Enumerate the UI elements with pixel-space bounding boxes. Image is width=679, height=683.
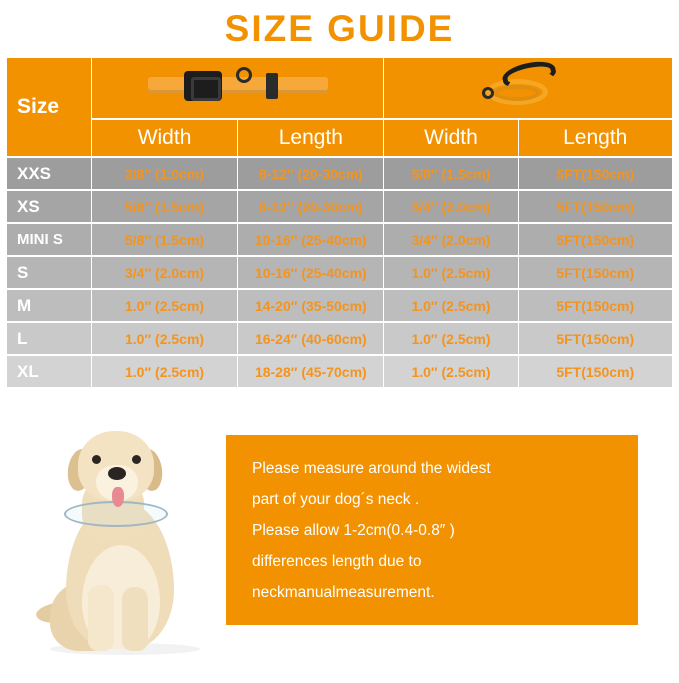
row-leash-length: 5FT(150cm) xyxy=(519,323,673,354)
golden-retriever-photo xyxy=(30,405,240,655)
row-collar-length: 10-16″ (25-40cm) xyxy=(238,224,383,255)
row-size-label: XL xyxy=(7,356,91,387)
row-leash-length: 5FT(150cm) xyxy=(519,290,673,321)
row-leash-width: 1.0″ (2.5cm) xyxy=(384,356,517,387)
row-size-label: MINI S xyxy=(7,224,91,255)
page-title: SIZE GUIDE xyxy=(224,8,455,49)
row-leash-length: 5FT(150cm) xyxy=(519,191,673,222)
table-row xyxy=(7,290,672,321)
table-row xyxy=(7,158,672,189)
row-leash-width: 1.0″ (2.5cm) xyxy=(384,257,517,288)
row-collar-length: 18-28″ (45-70cm) xyxy=(238,356,383,387)
table-header-row xyxy=(7,58,672,118)
dog-collar-icon xyxy=(148,63,328,109)
row-collar-width: 5/8″ (1.5cm) xyxy=(92,224,237,255)
note-line: part of your dog´s neck . xyxy=(252,491,420,508)
row-leash-width: 5/8″ (1.5cm) xyxy=(384,158,517,189)
row-size-label: M xyxy=(7,290,91,321)
row-leash-length: 5FT(150cm) xyxy=(519,257,673,288)
table-row xyxy=(7,323,672,354)
note-line: Please measure around the widest xyxy=(252,460,491,477)
subheader-collar-length: Length xyxy=(238,120,383,156)
row-collar-width: 1.0″ (2.5cm) xyxy=(92,323,237,354)
row-leash-width: 3/4″ (2.0cm) xyxy=(384,191,517,222)
subheader-leash-length: Length xyxy=(519,120,673,156)
collar-product-cell xyxy=(92,58,384,118)
row-collar-length: 8-12″ (20-30cm) xyxy=(238,158,383,189)
table-row xyxy=(7,356,672,387)
table-row xyxy=(7,224,672,255)
row-leash-length: 5FT(150cm) xyxy=(519,224,673,255)
row-size-label: S xyxy=(7,257,91,288)
note-line: neckmanualmeasurement. xyxy=(252,584,435,601)
table-subheader-row xyxy=(7,120,672,156)
row-size-label: L xyxy=(7,323,91,354)
row-leash-width: 3/4″ (2.0cm) xyxy=(384,224,517,255)
header-size: Size xyxy=(7,58,91,156)
row-leash-width: 1.0″ (2.5cm) xyxy=(384,290,517,321)
row-collar-length: 14-20″ (35-50cm) xyxy=(238,290,383,321)
dog-leash-icon xyxy=(468,61,588,111)
row-collar-width: 1.0″ (2.5cm) xyxy=(92,356,237,387)
size-table xyxy=(6,56,673,389)
size-table-container xyxy=(0,56,679,389)
leash-product-cell xyxy=(384,58,672,118)
note-line: Please allow 1-2cm(0.4-0.8″ ) xyxy=(252,522,455,539)
row-collar-width: 5/8″ (1.5cm) xyxy=(92,191,237,222)
row-size-label: XS xyxy=(7,191,91,222)
row-leash-length: 5FT(150cm) xyxy=(519,158,673,189)
row-collar-length: 16-24″ (40-60cm) xyxy=(238,323,383,354)
row-collar-width: 3/4″ (2.0cm) xyxy=(92,257,237,288)
subheader-leash-width: Width xyxy=(384,120,517,156)
row-collar-width: 1.0″ (2.5cm) xyxy=(92,290,237,321)
row-size-label: XXS xyxy=(7,158,91,189)
note-line: differences length due to xyxy=(252,553,422,570)
table-row xyxy=(7,191,672,222)
row-collar-length: 10-16″ (25-40cm) xyxy=(238,257,383,288)
row-collar-width: 3/8″ (1.0cm) xyxy=(92,158,237,189)
subheader-collar-width: Width xyxy=(92,120,237,156)
table-row xyxy=(7,257,672,288)
bottom-section xyxy=(0,395,679,657)
row-leash-width: 1.0″ (2.5cm) xyxy=(384,323,517,354)
measurement-note-box xyxy=(226,435,638,625)
row-leash-length: 5FT(150cm) xyxy=(519,356,673,387)
row-collar-length: 8-12″ (20-30cm) xyxy=(238,191,383,222)
